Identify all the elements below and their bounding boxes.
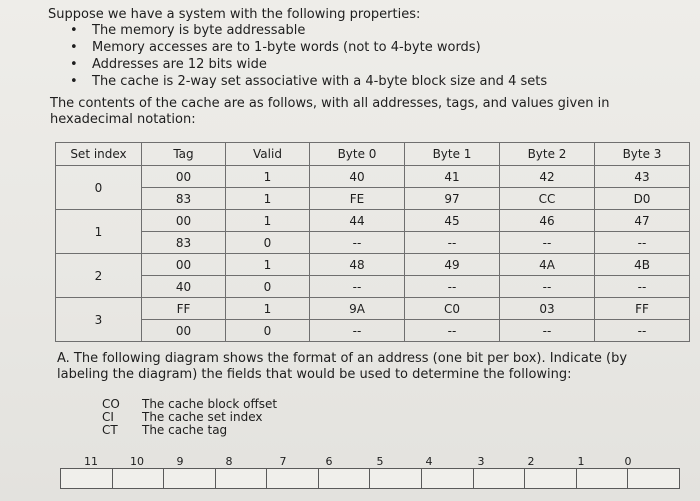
table-row bbox=[56, 298, 690, 320]
header-tag: Tag bbox=[142, 143, 226, 166]
table-row bbox=[56, 276, 690, 298]
bit-number: 1 bbox=[577, 455, 585, 468]
bit-number: 9 bbox=[176, 455, 184, 468]
byte-cell: 4B bbox=[595, 254, 690, 276]
header-byte-3: Byte 3 bbox=[595, 143, 690, 166]
byte-cell: -- bbox=[310, 276, 405, 298]
bit-box[interactable] bbox=[216, 469, 268, 488]
valid-cell: 0 bbox=[226, 276, 310, 298]
legend-abbr: CT bbox=[102, 423, 118, 437]
address-bit-boxes bbox=[60, 468, 680, 489]
byte-cell: -- bbox=[595, 232, 690, 254]
byte-cell: 47 bbox=[595, 210, 690, 232]
valid-cell: 1 bbox=[226, 210, 310, 232]
bit-box[interactable] bbox=[61, 469, 113, 488]
byte-cell: -- bbox=[595, 276, 690, 298]
tag-cell: 00 bbox=[142, 254, 226, 276]
bit-number: 4 bbox=[425, 455, 433, 468]
field-legend bbox=[102, 398, 277, 437]
legend-desc: The cache tag bbox=[142, 423, 228, 437]
valid-cell: 1 bbox=[226, 166, 310, 188]
table-row bbox=[56, 232, 690, 254]
byte-cell: -- bbox=[595, 320, 690, 342]
bit-box[interactable] bbox=[267, 469, 319, 488]
byte-cell: -- bbox=[405, 276, 500, 298]
bit-box[interactable] bbox=[577, 469, 629, 488]
table-row bbox=[56, 254, 690, 276]
bit-box[interactable] bbox=[370, 469, 422, 488]
byte-cell: -- bbox=[500, 276, 595, 298]
header-byte-0: Byte 0 bbox=[310, 143, 405, 166]
byte-cell: D0 bbox=[595, 188, 690, 210]
property-item: • Memory accesses are to 1-byte words (not to 4-byte words) bbox=[62, 39, 547, 56]
tag-cell: FF bbox=[142, 298, 226, 320]
bit-box[interactable] bbox=[422, 469, 474, 488]
byte-cell: -- bbox=[405, 320, 500, 342]
bit-box[interactable] bbox=[525, 469, 577, 488]
set-index-cell: 0 bbox=[56, 166, 142, 210]
byte-cell: 44 bbox=[310, 210, 405, 232]
table-row bbox=[56, 210, 690, 232]
bit-number: 0 bbox=[624, 455, 632, 468]
header-byte-1: Byte 1 bbox=[405, 143, 500, 166]
bit-number: 7 bbox=[279, 455, 287, 468]
tag-cell: 00 bbox=[142, 210, 226, 232]
table-row bbox=[56, 188, 690, 210]
set-index-cell: 1 bbox=[56, 210, 142, 254]
set-index-cell: 3 bbox=[56, 298, 142, 342]
byte-cell: 41 bbox=[405, 166, 500, 188]
byte-cell: 46 bbox=[500, 210, 595, 232]
byte-cell: 9A bbox=[310, 298, 405, 320]
bit-number: 3 bbox=[477, 455, 485, 468]
byte-cell: 49 bbox=[405, 254, 500, 276]
byte-cell: 97 bbox=[405, 188, 500, 210]
header-set-index: Set index bbox=[56, 143, 142, 166]
byte-cell: 45 bbox=[405, 210, 500, 232]
contents-intro: The contents of the cache are as follows, with all addresses, tags, and values given in hexadecimal notation: bbox=[50, 96, 610, 127]
tag-cell: 83 bbox=[142, 232, 226, 254]
properties-list bbox=[62, 22, 547, 90]
byte-cell: -- bbox=[310, 320, 405, 342]
byte-cell: 40 bbox=[310, 166, 405, 188]
header-valid: Valid bbox=[226, 143, 310, 166]
set-index-cell: 2 bbox=[56, 254, 142, 298]
part-a-question: A. The following diagram shows the format of an address (one bit per box). Indicate (by labeling the diagram) the fields that would be used to determine the following: bbox=[57, 351, 628, 382]
tag-cell: 00 bbox=[142, 320, 226, 342]
byte-cell: -- bbox=[405, 232, 500, 254]
bit-number: 11 bbox=[84, 455, 98, 468]
legend-desc: The cache set index bbox=[142, 410, 263, 424]
legend-abbr: CI bbox=[102, 410, 114, 424]
table-row bbox=[56, 166, 690, 188]
bit-box[interactable] bbox=[164, 469, 216, 488]
table-row bbox=[56, 320, 690, 342]
valid-cell: 1 bbox=[226, 254, 310, 276]
legend-desc: The cache block offset bbox=[142, 397, 278, 411]
bit-box[interactable] bbox=[474, 469, 526, 488]
byte-cell: 4A bbox=[500, 254, 595, 276]
property-item: • Addresses are 12 bits wide bbox=[62, 56, 547, 73]
byte-cell: 03 bbox=[500, 298, 595, 320]
byte-cell: C0 bbox=[405, 298, 500, 320]
bit-number: 8 bbox=[225, 455, 233, 468]
table-header-row bbox=[56, 143, 690, 166]
bit-number-row bbox=[60, 455, 680, 469]
byte-cell: -- bbox=[310, 232, 405, 254]
bit-box[interactable] bbox=[319, 469, 371, 488]
bit-box[interactable] bbox=[628, 469, 679, 488]
property-item: • The cache is 2-way set associative with a 4-byte block size and 4 sets bbox=[62, 73, 547, 90]
bit-number: 10 bbox=[130, 455, 144, 468]
legend-row bbox=[102, 424, 277, 437]
intro-text: Suppose we have a system with the following properties: bbox=[48, 7, 421, 22]
header-byte-2: Byte 2 bbox=[500, 143, 595, 166]
byte-cell: -- bbox=[500, 320, 595, 342]
valid-cell: 1 bbox=[226, 188, 310, 210]
cache-table bbox=[55, 142, 690, 342]
bit-number: 5 bbox=[376, 455, 384, 468]
bit-number: 6 bbox=[325, 455, 333, 468]
bit-number: 2 bbox=[527, 455, 535, 468]
byte-cell: CC bbox=[500, 188, 595, 210]
property-item: • The memory is byte addressable bbox=[62, 22, 547, 39]
byte-cell: -- bbox=[500, 232, 595, 254]
valid-cell: 1 bbox=[226, 298, 310, 320]
byte-cell: 48 bbox=[310, 254, 405, 276]
byte-cell: FF bbox=[595, 298, 690, 320]
byte-cell: 43 bbox=[595, 166, 690, 188]
bit-box[interactable] bbox=[113, 469, 165, 488]
byte-cell: 42 bbox=[500, 166, 595, 188]
tag-cell: 00 bbox=[142, 166, 226, 188]
valid-cell: 0 bbox=[226, 320, 310, 342]
tag-cell: 83 bbox=[142, 188, 226, 210]
tag-cell: 40 bbox=[142, 276, 226, 298]
valid-cell: 0 bbox=[226, 232, 310, 254]
byte-cell: FE bbox=[310, 188, 405, 210]
legend-abbr: CO bbox=[102, 397, 120, 411]
